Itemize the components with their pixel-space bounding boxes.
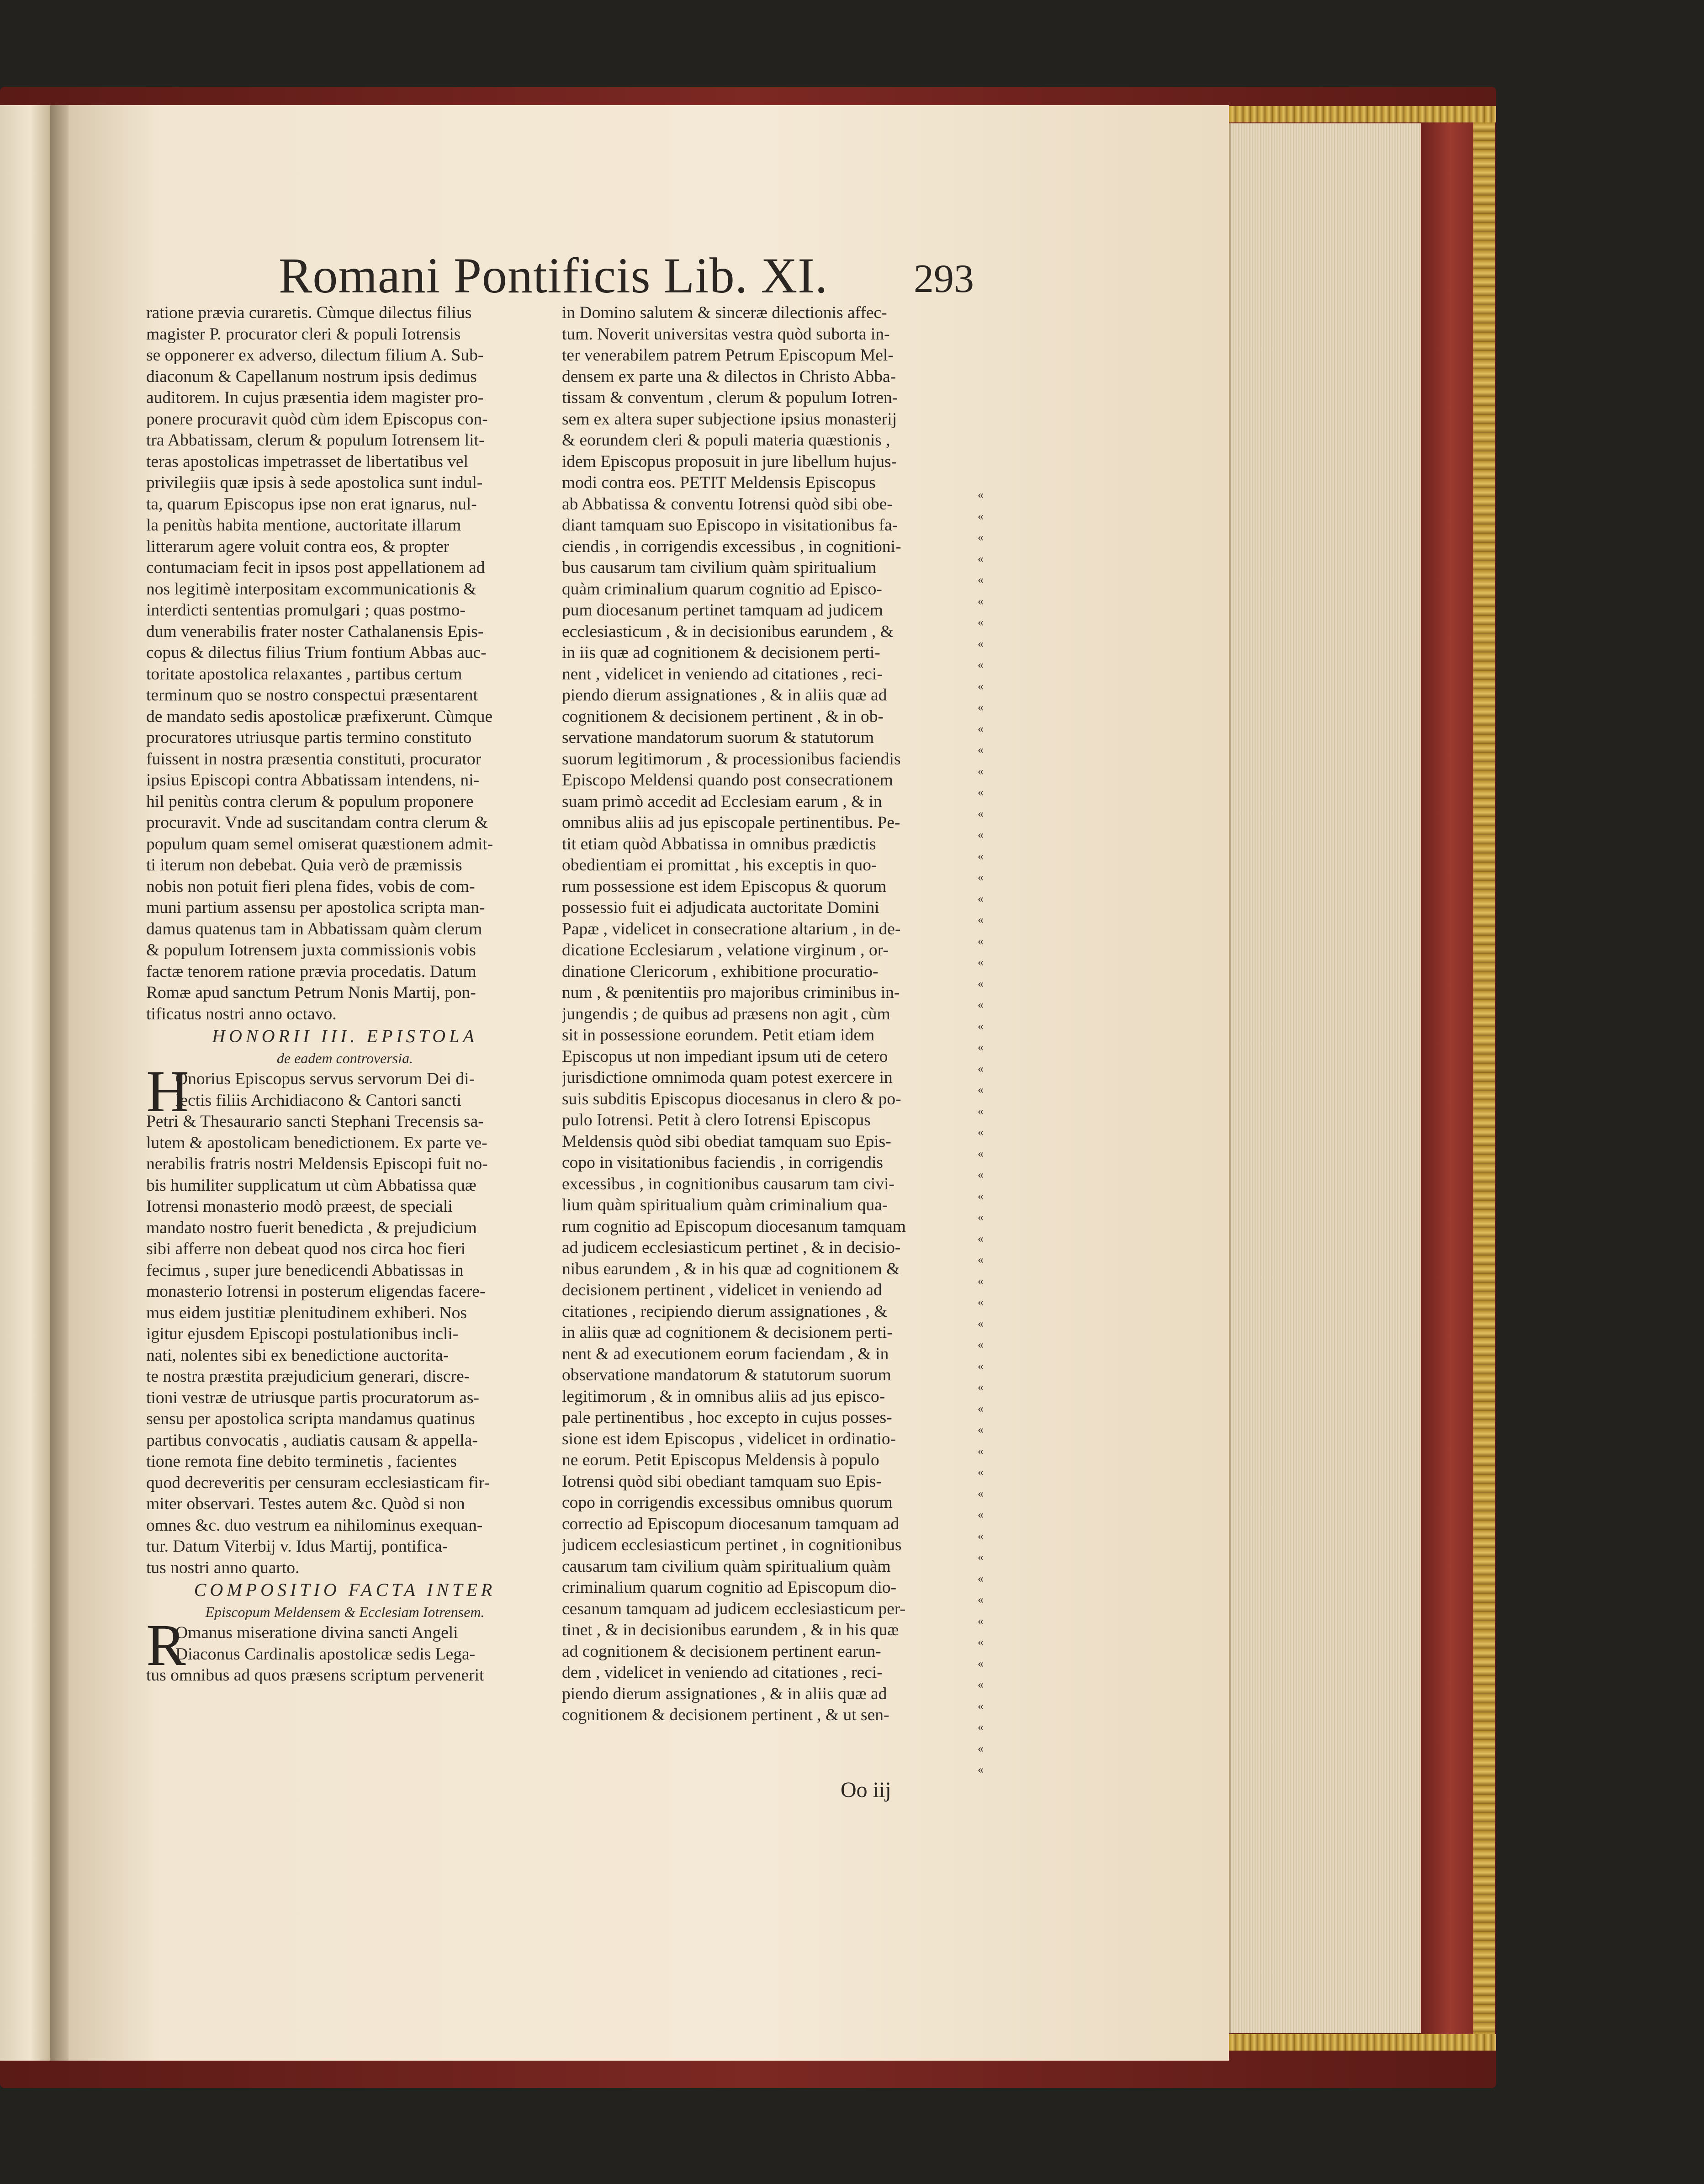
text-line: criminalium quarum cognitio ad Episcopum dio- <box>562 1578 897 1597</box>
quote-mark: « <box>978 1529 984 1543</box>
quote-mark: « <box>978 1061 984 1075</box>
quote-mark: « <box>978 1550 984 1564</box>
left-column <box>146 302 544 1778</box>
quote-mark: « <box>978 998 984 1011</box>
quote-mark: « <box>978 721 984 735</box>
text-line: de mandato sedis apostolicæ præfixerunt. Cùmque <box>146 707 493 726</box>
text-line: sensu per apostolica scripta mandamus quatinus <box>146 1410 475 1428</box>
text-line: lutem & apostolicam benedictionem. Ex parte ve- <box>146 1133 487 1152</box>
quote-mark: « <box>978 1019 984 1033</box>
quote-mark: « <box>978 1146 984 1160</box>
section-subheading-compositio: Episcopum Meldensem & Ecclesiam Iotrensem. <box>205 1604 485 1620</box>
text-line: lium quàm spiritualium quàm criminalium qua- <box>562 1196 888 1214</box>
text-line: tinet , & in decisionibus earundem , & in his quæ <box>562 1621 899 1639</box>
quote-mark: « <box>978 1486 984 1500</box>
text-line: te nostra præstita præjudicium generari, discre- <box>146 1367 470 1386</box>
text-line: tra Abbatissam, clerum & populum Iotrensem lit- <box>146 431 485 450</box>
text-line: bis humiliter supplicatum ut cùm Abbatissa quæ <box>146 1176 476 1195</box>
text-line: ne eorum. Petit Episcopus Meldensis à populo <box>562 1451 879 1469</box>
text-line: in Domino salutem & sinceræ dilectionis affec- <box>562 303 887 322</box>
text-line: quàm criminalium quarum cognitio ad Episco- <box>562 579 882 599</box>
text-line: correctio ad Episcopum diocesanum tamquam ad <box>562 1514 900 1533</box>
page-number: 293 <box>914 257 974 301</box>
text-line: sit in possessione eorundem. Petit etiam idem <box>562 1026 875 1044</box>
text-line: & eorundem cleri & populi materia quæstionis , <box>562 431 890 450</box>
text-line: tificatus nostri anno octavo. <box>146 1004 337 1023</box>
text-line: nerabilis fratris nostri Meldensis Episcopi fuit no- <box>146 1155 488 1173</box>
text-line: causarum tam civilium quàm spiritualium quàm <box>562 1557 891 1576</box>
text-line: magister P. procurator cleri & populi Iotrensis <box>146 324 461 344</box>
text-line: sibi afferre non debeat quod nos circa hoc fieri <box>146 1240 466 1258</box>
text-line: ipsius Episcopi contra Abbatissam intendens, ni- <box>146 771 480 790</box>
quote-mark: « <box>978 1231 984 1245</box>
text-line: ecclesiasticum , & in decisionibus earundem , & <box>562 622 894 641</box>
text-line: tissam & conventum , clerum & populum Iotren- <box>562 388 898 407</box>
quote-mark: « <box>978 615 984 629</box>
text-line: tione remota fine debito terminetis , facientes <box>146 1452 457 1471</box>
text-line: toritate apostolica relaxantes , partibus certum <box>146 664 462 684</box>
quote-mark: « <box>978 870 984 884</box>
text-line: legitimorum , & in omnibus aliis ad jus episco- <box>562 1387 885 1406</box>
text-line: & populum Iotrensem juxta commissionis vobis <box>146 941 476 959</box>
text-line: ad judicem ecclesiasticum pertinet , & in decisio- <box>562 1238 901 1257</box>
text-line: citationes , recipiendo dierum assignationes , & <box>562 1302 888 1321</box>
text-line: cognitionem & decisionem pertinent , & in ob- <box>562 707 884 726</box>
text-line: la penitùs habita mentione, auctoritate illarum <box>146 516 461 535</box>
running-title: Romani Pontificis Lib. XI. <box>279 248 828 303</box>
text-line: Episcopo Meldensi quando post consecrationem <box>562 771 893 790</box>
quote-mark: « <box>978 594 984 608</box>
text-line: procuravit. Vnde ad suscitandam contra clerum & <box>146 813 488 832</box>
text-line: in aliis quæ ad cognitionem & decisionem perti- <box>562 1323 893 1342</box>
quote-mark: « <box>978 1571 984 1585</box>
quote-mark: « <box>978 636 984 650</box>
text-line: teras apostolicas impetrasset de libertatibus vel <box>146 452 468 471</box>
quote-mark: « <box>978 934 984 948</box>
text-line: tum. Noverit universitas vestra quòd suborta in- <box>562 324 890 344</box>
text-line: litterarum agere voluit contra eos, & propter <box>146 537 450 556</box>
section-heading-compositio: COMPOSITIO FACTA INTER <box>194 1580 496 1600</box>
quote-mark: « <box>978 1423 984 1436</box>
section-subheading-honorii: de eadem controversia. <box>276 1050 413 1066</box>
page-edges <box>1229 123 1423 2033</box>
text-line: tioni vestræ de utriusque partis procuratorum as- <box>146 1388 479 1407</box>
quote-mark: « <box>978 1444 984 1458</box>
quote-mark: « <box>978 913 984 926</box>
text-line: mandato nostro fuerit benedicta , & prejudicium <box>146 1218 477 1237</box>
quote-mark: « <box>978 1699 984 1712</box>
text-line: pum diocesanum pertinet tamquam ad judicem <box>562 601 883 620</box>
text-line: partibus convocatis , audiatis causam & appella- <box>146 1431 478 1450</box>
text-line: Romæ apud sanctum Petrum Nonis Martij, pon- <box>146 983 476 1002</box>
text-line: copo in corrigendis excessibus omnibus quorum <box>562 1493 893 1512</box>
text-line: tus nostri anno quarto. <box>146 1558 300 1577</box>
quote-mark: « <box>978 658 984 671</box>
text-line: nent , videlicet in veniendo ad citationes , reci- <box>562 664 883 684</box>
quote-mark: « <box>978 700 984 714</box>
text-line: se opponerer ex adverso, dilectum filium A. Sub- <box>146 346 484 365</box>
text-line: copo in visitationibus faciendis , in corrigendis <box>562 1153 883 1172</box>
quote-mark: « <box>978 1210 984 1224</box>
text-line: hil penitùs contra clerum & populum proponere <box>146 792 474 811</box>
quote-mark: « <box>978 1678 984 1691</box>
previous-page-edge <box>0 105 50 2061</box>
text-line: ponere procuravit quòd cùm idem Episcopus con- <box>146 409 488 429</box>
quote-mark: « <box>978 849 984 863</box>
quote-mark: « <box>978 1763 984 1776</box>
text-line: Iotrensi quòd sibi obediant tamquam suo Epis- <box>562 1472 882 1491</box>
quote-mark: « <box>978 679 984 693</box>
text-line: Episcopus ut non impediant ipsum uti de cetero <box>562 1047 888 1066</box>
gilt-border-bottom <box>1229 2034 1496 2051</box>
quote-mark: « <box>978 509 984 523</box>
text-line: modi contra eos. PETIT Meldensis Episcopus <box>562 473 876 492</box>
text-line: monasterio Iotrensi in posterum eligendas facere- <box>146 1282 486 1301</box>
signature-mark: Oo iij <box>841 1778 891 1802</box>
text-line: Petri & Thesaurario sancti Stephani Trecensis sa- <box>146 1112 484 1131</box>
quote-mark: « <box>978 1656 984 1670</box>
text-line: mus eidem justitiæ plenitudinem exhiberi. Nos <box>146 1303 467 1322</box>
right-column-text <box>562 302 973 1726</box>
quote-mark: « <box>978 1295 984 1309</box>
text-line: pale pertinentibus , hoc excepto in cujus posses- <box>562 1408 892 1427</box>
text-line: jurisdictione omnimoda quam potest exercere in <box>562 1068 893 1087</box>
quote-mark: « <box>978 1359 984 1373</box>
quote-mark: « <box>978 891 984 905</box>
text-line: copus & dilectus filius Trium fontium Abbas auc- <box>146 643 487 662</box>
text-line: piendo dierum assignationes , & in aliis quæ ad <box>562 686 887 705</box>
quote-mark: « <box>978 1465 984 1479</box>
text-line: nati, nolentes sibi ex benedictione auctorita- <box>146 1346 449 1365</box>
text-line: dinatione Clericorum , exhibitione procuratio- <box>562 962 878 981</box>
quote-mark: « <box>978 1720 984 1733</box>
quote-mark: « <box>978 1593 984 1606</box>
text-line: judicem ecclesiasticum pertinet , in cognitionibus <box>562 1536 902 1554</box>
text-line: factæ tenorem ratione prævia procedatis. Datum <box>146 962 476 981</box>
quote-mark: « <box>978 573 984 586</box>
quote-mark: « <box>978 1614 984 1627</box>
text-line: ratione prævia curaretis. Cùmque dilectus filius <box>146 303 472 322</box>
quote-mark: « <box>978 1338 984 1351</box>
quote-mark: « <box>978 1741 984 1755</box>
quote-mark: « <box>978 1380 984 1394</box>
text-line: ter venerabilem patrem Petrum Episcopum Mel- <box>562 346 894 365</box>
quote-mark: « <box>978 955 984 969</box>
quote-mark: « <box>978 1316 984 1330</box>
text-line: diant tamquam suo Episcopo in visitationibus fa- <box>562 516 898 535</box>
text-line: muni partium assensu per apostolica scripta man- <box>146 898 485 917</box>
text-line: servatione mandatorum suorum & statutorum <box>562 728 874 747</box>
book-gutter <box>50 105 69 2061</box>
text-line: igitur ejusdem Episcopi postulationibus incli- <box>146 1325 459 1343</box>
text-line: Papæ , videlicet in consecratione altarium , in de- <box>562 919 901 938</box>
text-line: ti iterum non debebat. Quia verò de præmissis <box>146 856 462 875</box>
text-line: Omanus miseratione divina sancti Angeli <box>175 1623 458 1642</box>
text-line: tus omnibus ad quos præsens scriptum pervenerit <box>146 1666 484 1685</box>
text-line: dum venerabilis frater noster Cathalanensis Epis- <box>146 622 484 641</box>
text-line: sem ex altera super subjectione ipsius monasterij <box>562 409 897 429</box>
text-line: damus quatenus tam in Abbatissam quàm clerum <box>146 919 482 938</box>
text-line: suorum legitimorum , & processionibus faciendis <box>562 749 901 769</box>
text-line: piendo dierum assignationes , & in aliis quæ ad <box>562 1684 887 1703</box>
text-line: in iis quæ ad cognitionem & decisionem perti- <box>562 643 880 662</box>
text-line: pulo Iotrensi. Petit à clero Iotrensi Episcopus <box>562 1111 871 1129</box>
quote-mark: « <box>978 764 984 778</box>
text-line: procuratores utriusque partis termino constituto <box>146 728 472 747</box>
quotation-marks-margin <box>978 484 991 1777</box>
letter-paragraph <box>146 1059 544 1579</box>
text-line: omnibus aliis ad jus episcopale pertinentibus. Pe- <box>562 813 900 832</box>
text-line: tur. Datum Viterbij v. Idus Martij, pontifica- <box>146 1537 448 1556</box>
text-line: Meldensis quòd sibi obediat tamquam suo Epis- <box>562 1132 891 1151</box>
text-line: nent & ad executionem eorum faciendam , & in <box>562 1344 889 1363</box>
text-line: fuissent in nostra præsentia constituti, procurator <box>146 749 482 769</box>
left-column-top-text <box>146 302 544 1025</box>
quote-mark: « <box>978 806 984 820</box>
text-line: Onorius Episcopus servus servorum Dei di- <box>175 1070 475 1088</box>
text-line: excessibus , in cognitionibus causarum tam civi- <box>562 1174 894 1193</box>
text-line: dem , videlicet in veniendo ad citationes , reci- <box>562 1663 883 1682</box>
gilt-border-right <box>1473 122 1495 2034</box>
text-line: obedientiam ei promittat , his exceptis in quo- <box>562 856 877 875</box>
quote-mark: « <box>978 1040 984 1054</box>
text-line: ab Abbatissa & conventu Iotrensi quòd sibi obe- <box>562 494 893 514</box>
text-line: tit etiam quòd Abbatissa in omnibus prædictis <box>562 834 876 853</box>
text-line: rum cognitio ad Episcopum diocesanum tamquam <box>562 1217 906 1236</box>
drop-cap-r: R <box>146 1612 186 1678</box>
right-column <box>562 302 973 1778</box>
text-line: populum quam semel omiserat quæstionem admit- <box>146 834 493 853</box>
quote-mark: « <box>978 743 984 756</box>
text-line: interdicti sententias promulgari ; quas postmo- <box>146 601 466 620</box>
text-line: suam primò accedit ad Ecclesiam earum , & in <box>562 792 882 811</box>
letter-text <box>146 1059 544 1579</box>
quote-mark: « <box>978 488 984 501</box>
text-line: terminum quo se nostro conspectui præsentarent <box>146 686 478 705</box>
text-line: ciendis , in corrigendis excessibus , in cognitioni- <box>562 537 901 556</box>
section-heading-honorii: HONORII III. EPISTOLA <box>212 1026 478 1046</box>
text-line: Diaconus Cardinalis apostolicæ sedis Lega- <box>175 1644 476 1664</box>
quote-mark: « <box>978 1508 984 1521</box>
text-line: nos legitimè interpositam excommunicationis & <box>146 579 476 599</box>
text-line: ad cognitionem & decisionem pertinent earun- <box>562 1642 881 1661</box>
text-line: quod decreveritis per censuram ecclesiasticam fir- <box>146 1473 490 1492</box>
quote-mark: « <box>978 976 984 990</box>
text-line: suis subditis Episcopus diocesanus in clero & po- <box>562 1089 901 1108</box>
text-line: omnes &c. duo vestrum ea nihilominus exequan- <box>146 1516 483 1535</box>
quote-mark: « <box>978 828 984 841</box>
quote-mark: « <box>978 1083 984 1096</box>
text-line: decisionem pertinent , videlicet in veniendo ad <box>562 1281 882 1299</box>
quote-mark: « <box>978 1125 984 1139</box>
text-line: possessio fuit ei adjudicata auctoritate Domini <box>562 898 879 917</box>
quote-mark: « <box>978 530 984 544</box>
text-line: contumaciam fecit in ipsos post appellationem ad <box>146 558 485 577</box>
text-line: idem Episcopus proposuit in jure libellum hujus- <box>562 452 897 471</box>
text-line: num , & pœnitentiis pro majoribus criminibus in- <box>562 983 900 1002</box>
quote-mark: « <box>978 1274 984 1288</box>
text-line: privilegiis quæ ipsis à sede apostolica sunt indul- <box>146 473 483 492</box>
text-line: nibus earundem , & in his quæ ad cognitionem & <box>562 1259 900 1278</box>
text-line: bus causarum tam civilium quàm spiritualium <box>562 558 877 577</box>
text-line: ta, quarum Episcopus ipse non erat ignarus, nul- <box>146 494 477 514</box>
text-line: Iotrensi monasterio modò præest, de speciali <box>146 1197 453 1216</box>
quote-mark: « <box>978 551 984 565</box>
quote-mark: « <box>978 1635 984 1649</box>
quote-mark: « <box>978 1189 984 1203</box>
text-line: fecimus , super jure benedicendi Abbatissas in <box>146 1261 464 1280</box>
text-line: sione est idem Episcopus , videlicet in ordinatio- <box>562 1429 896 1448</box>
text-line: auditorem. In cujus præsentia idem magister pro- <box>146 388 484 407</box>
text-line: rum possessione est idem Episcopus & quorum <box>562 877 887 896</box>
text-line: nobis non potuit fieri plena fides, vobis de com- <box>146 877 475 896</box>
text-line: observatione mandatorum & statutorum suorum <box>562 1366 891 1384</box>
text-line: dicatione Ecclesiarum , velatione virginum , or- <box>562 941 889 959</box>
text-line: cesanum tamquam ad judicem ecclesiasticum per- <box>562 1599 906 1618</box>
quote-mark: « <box>978 1253 984 1266</box>
text-line: cognitionem & decisionem pertinent , & ut sen- <box>562 1706 889 1724</box>
text-line: densem ex parte una & dilectos in Christo Abba- <box>562 367 896 386</box>
gilt-border-top <box>1229 106 1496 122</box>
quote-mark: « <box>978 1104 984 1118</box>
quote-mark: « <box>978 1168 984 1181</box>
text-line: jungendis ; de quibus ad præsens non agit , cùm <box>562 1004 890 1023</box>
text-line: miter observari. Testes autem &c. Quòd si non <box>146 1495 465 1513</box>
text-line: lectis filiis Archidiacono & Cantori sancti <box>175 1091 461 1110</box>
text-line: diaconum & Capellanum nostrum ipsis dedimus <box>146 367 477 386</box>
drop-cap-h: H <box>146 1059 189 1124</box>
quote-mark: « <box>978 1401 984 1415</box>
quote-mark: « <box>978 785 984 799</box>
